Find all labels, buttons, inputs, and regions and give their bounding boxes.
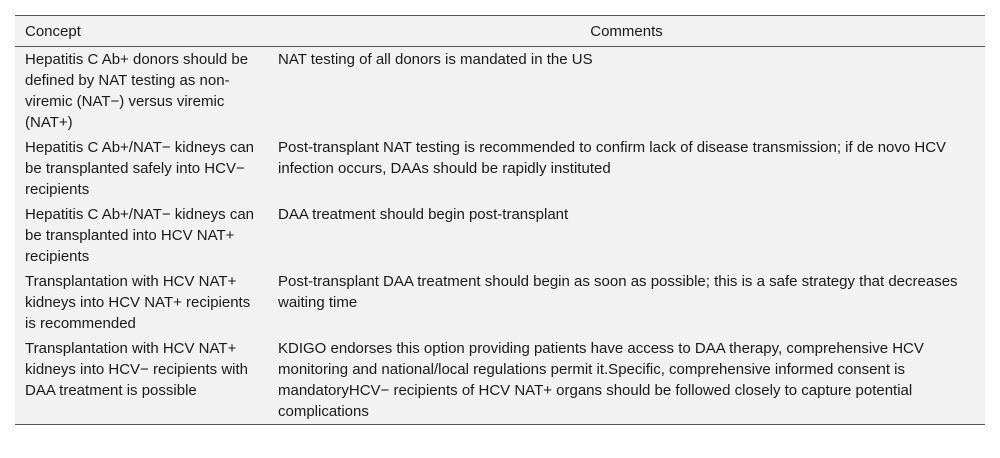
table-row [15,269,985,336]
column-header-concept: Concept [25,22,81,40]
concept-cell: Hepatitis C Ab+/NAT− kidneys can be transplanted into HCV NAT+ recipients [25,206,254,265]
header-row [15,16,985,47]
comments-cell: Post-transplant NAT testing is recommended to confirm lack of disease transmission; if de novo HCV infection occurs, DAAs should be rapidly instituted [278,139,947,177]
table-row [15,336,985,425]
comments-cell: NAT testing of all donors is mandated in the US [278,51,593,68]
comments-cell: KDIGO endorses this option providing patients have access to DAA therapy, comprehensive HCV monitoring and national/local regulations permit it.Specific, comprehensive informed consent is mandatoryHCV− recipients of HCV NAT+ organs should be followed closely to capture potential complications [278,340,924,420]
table-header [15,16,985,47]
recommendations-table-container [15,15,985,425]
comments-cell: Post-transplant DAA treatment should begin as soon as possible; this is a safe strategy that decreases waiting time [278,273,958,311]
concept-cell: Transplantation with HCV NAT+ kidneys into HCV− recipients with DAA treatment is possible [25,340,249,399]
table-body [15,47,985,425]
concept-cell: Hepatitis C Ab+/NAT− kidneys can be transplanted safely into HCV− recipients [25,139,254,198]
table-row [15,202,985,269]
column-header-comments: Comments [590,22,663,40]
concept-cell: Hepatitis C Ab+ donors should be defined by NAT testing as non-viremic (NAT−) versus viremic (NAT+) [25,51,249,131]
recommendations-table [15,15,985,425]
table-row [15,135,985,202]
concept-cell: Transplantation with HCV NAT+ kidneys into HCV NAT+ recipients is recommended [25,273,251,332]
comments-cell: DAA treatment should begin post-transplant [278,206,569,223]
table-row [15,47,985,136]
